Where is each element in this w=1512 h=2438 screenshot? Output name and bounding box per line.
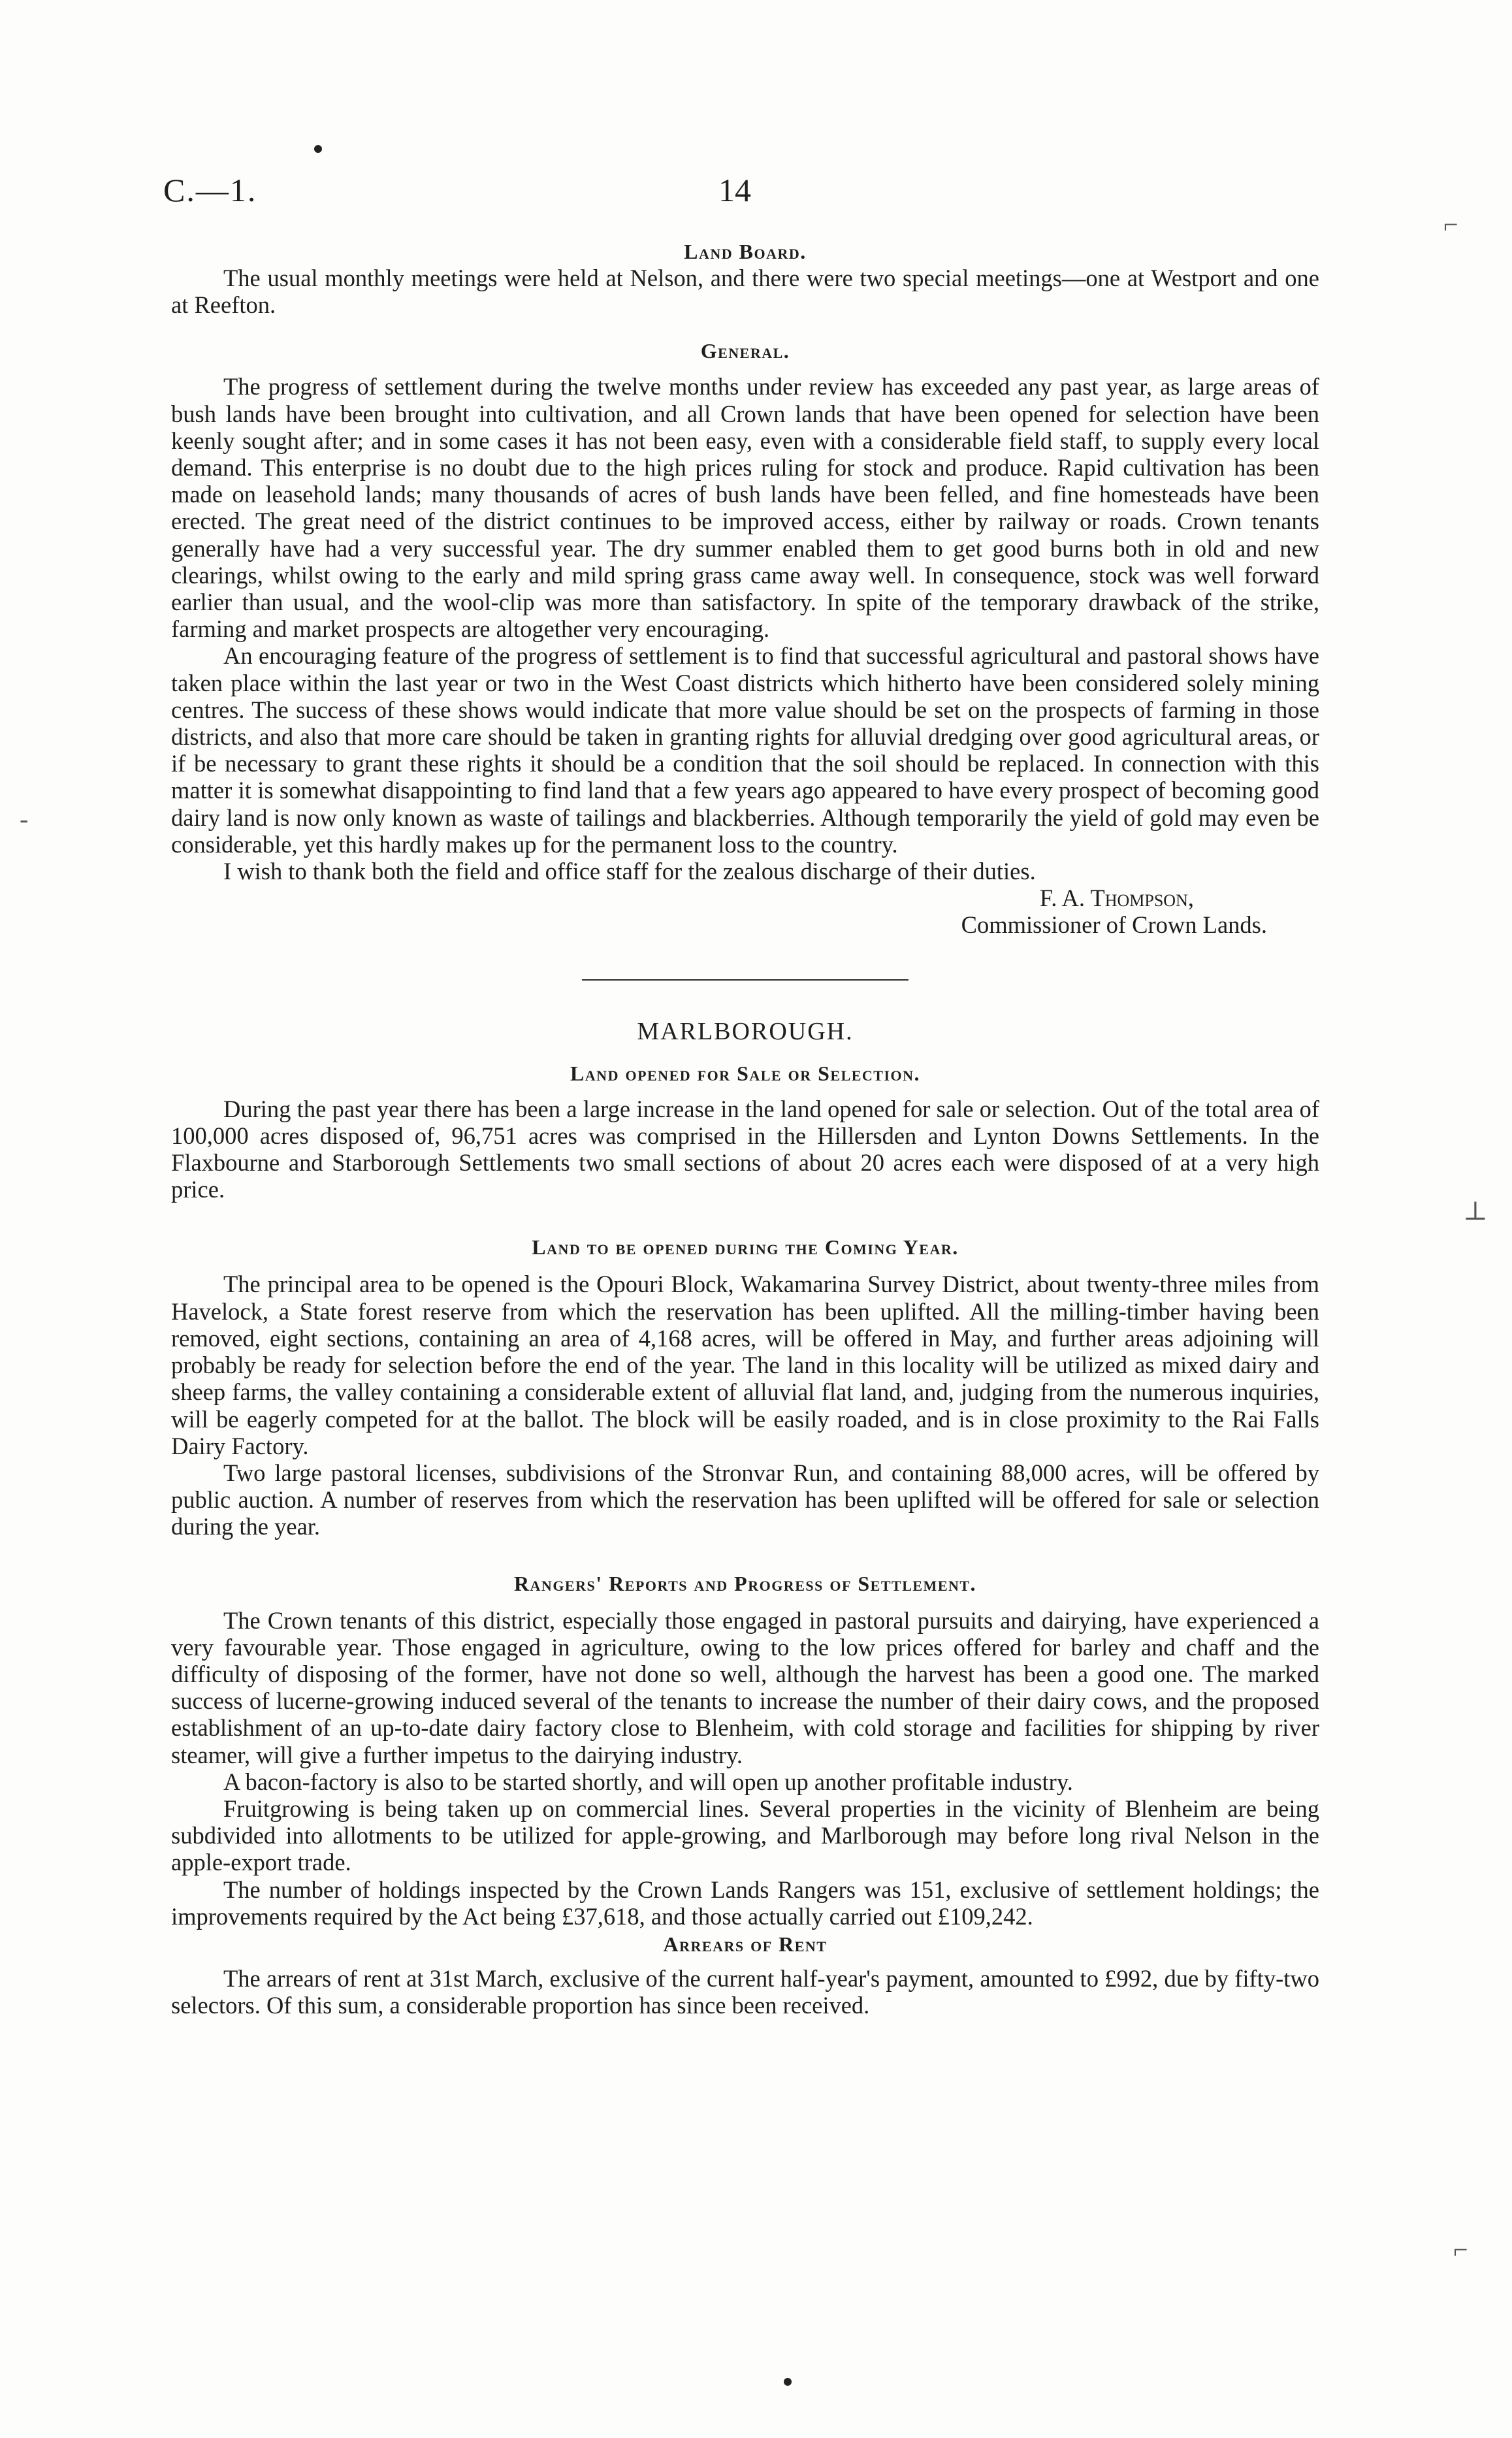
paragraph-rangers-2: A bacon-factory is also to be started shortly, and will open up another profitable industry. xyxy=(223,1768,1073,1795)
paragraph-rangers-3: Fruitgrowing is being taken up on commercial lines. Several properties in the vicinity of Blenheim are being subdivided into allotments to be utilized for apple-growing, and Marlborough may before long rival Nelson in the apple-export trade. xyxy=(171,1795,1319,1876)
paragraph-rangers-4: The number of holdings inspected by the Crown Lands Rangers was 151, exclusive of settlement holdings; the improvements required by the Act being £37,618, and those actually carried out £109,242. xyxy=(171,1876,1319,1930)
ink-dot-top xyxy=(314,145,322,153)
paragraph-coming-year-2: Two large pastoral licenses, subdivisions of the Stronvar Run, and containing 88,000 acres, will be offered by public auction. A number of reserves from which the reservation has been uplifted will be offered for sale or selection during the year. xyxy=(171,1459,1319,1540)
margin-tick-bottom-right: ⌐ xyxy=(1453,2235,1468,2264)
district-title: MARLBOROUGH. xyxy=(637,1017,854,1045)
margin-tick-right: ⊥ xyxy=(1463,1196,1488,1226)
paragraph-rangers-1: The Crown tenants of this district, especially those engaged in pastoral pursuits and dairying, have experienced a very favourable year. Those engaged in agriculture, owing to the low prices offered for barley and chaff and the difficulty of disposing of the former, have not done so well, although the harvest has been a good one. The marked success of lucerne-growing induced several of the tenants to increase the number of their dairy cows, and the proposed establishment of an up-to-date dairy factory close to Blenheim, with cold storage and facilities for shipping by river steamer, will give a further impetus to the dairying industry. xyxy=(171,1606,1319,1768)
page-number: 14 xyxy=(718,172,751,208)
paragraph-arrears: The arrears of rent at 31st March, exclusive of the current half-year's payment, amounted to £992, due by fifty-two selectors. Of this sum, a considerable proportion has since been received. xyxy=(171,1964,1319,2019)
page-header xyxy=(163,171,1326,223)
document-body xyxy=(171,238,1319,2019)
signature-role: Commissioner of Crown Lands. xyxy=(961,911,1267,939)
paragraph-general-2: An encouraging feature of the progress of settlement is to find that successful agricultural and pastoral shows have taken place within the last year or two in the West Coast districts which hitherto have been considered solely mining centres. The success of these shows would indicate that more value should be set on the prospects of farming in those districts, and also that more care should be taken in granting rights for alluvial dredging over good agricultural areas, or if be necessary to grant these rights it should be a condition that the soil should be replaced. In connection with this matter it is somewhat disappointing to find land that a few years ago appeared to have every prospect of becoming good dairy land is now only known as waste of tailings and blackberries. Although temporarily the yield of gold may even be considerable, yet this hardly makes up for the permanent loss to the country. xyxy=(171,642,1319,858)
paragraph-land-board: The usual monthly meetings were held at Nelson, and there were two special meetings—one at Westport and one at Reefton. xyxy=(171,265,1319,319)
margin-tick-top-right: ⌐ xyxy=(1443,210,1458,239)
heading-land-opened: Land opened for Sale or Selection. xyxy=(570,1061,921,1085)
section-divider xyxy=(582,979,909,981)
signature-block xyxy=(171,885,1319,938)
paragraph-land-opened: During the past year there has been a large increase in the land opened for sale or selection. Out of the total area of 100,000 acres disposed of, 96,751 acres was comprised in the Hillersden and Lynton Downs Settlements. In the Flaxbourne and Starborough Settlements two small sections of about 20 acres each were disposed of at a very high price. xyxy=(171,1095,1319,1203)
page-code: C.—1. xyxy=(163,172,257,208)
paragraph-general-3: I wish to thank both the field and office staff for the zealous discharge of their duties. xyxy=(223,858,1036,885)
paragraph-general-1: The progress of settlement during the twelve months under review has exceeded any past year, as large areas of bush lands have been brought into cultivation, and all Crown lands that have been opened for selection have been keenly sought after; and in some cases it has not been easy, even with a considerable field staff, to supply every local demand. This enterprise is no doubt due to the high prices ruling for stock and produce. Rapid cultivation has been made on leasehold lands; many thousands of acres of bush lands have been felled, and fine homesteads have been erected. The great need of the district continues to be improved access, either by railway or roads. Crown tenants generally have had a very successful year. The dry summer enabled them to get good burns both in old and new clearings, whilst owing to the early and mild spring grass came away well. In consequence, stock was well forward earlier than usual, and the wool-clip was more than satisfactory. In spite of the temporary drawback of the strike, farming and market prospects are altogether very encouraging. xyxy=(171,373,1319,643)
heading-arrears: Arrears of Rent xyxy=(663,1932,828,1956)
heading-rangers-reports: Rangers' Reports and Progress of Settlement. xyxy=(513,1571,977,1595)
paragraph-coming-year-1: The principal area to be opened is the Opouri Block, Wakamarina Survey District, about twenty-three miles from Havelock, a State forest reserve from which the reservation has been uplifted. All the milling-timber having been removed, eight sections, containing an area of 4,168 acres, will be offered in May, and further areas adjoining will probably be ready for selection before the end of the year. The land in this locality will be utilized as mixed dairy and sheep farms, the valley containing a considerable extent of alluvial flat land, and, judging from the numerous inquiries, will be eagerly competed for at the ballot. The block will be easily roaded, and is in close proximity to the Rai Falls Dairy Factory. xyxy=(171,1271,1319,1459)
heading-coming-year: Land to be opened during the Coming Year. xyxy=(532,1235,959,1260)
margin-tick-left: ‐ xyxy=(20,804,29,834)
heading-general: General. xyxy=(700,339,790,363)
ink-dot-bottom xyxy=(784,2378,792,2386)
heading-land-board: Land Board. xyxy=(684,240,807,263)
signature-name: F. A. Thompson, xyxy=(1039,885,1194,912)
